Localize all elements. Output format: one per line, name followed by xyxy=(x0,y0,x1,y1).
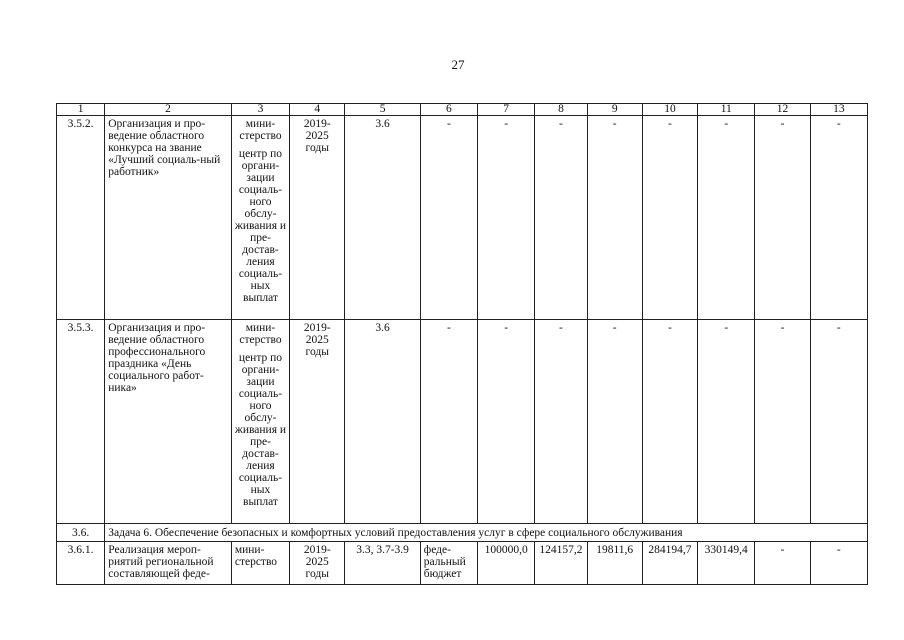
value-cell: - xyxy=(755,320,810,524)
value-cell: - xyxy=(642,320,697,524)
header-cell: 9 xyxy=(587,104,642,116)
row-number: 3.5.3. xyxy=(57,320,105,524)
header-cell: 1 xyxy=(57,104,105,116)
header-cell: 2 xyxy=(105,104,232,116)
executor-center: центр по органи-зации социаль-ного обслу-живания и пре-достав-ления социаль-ных выплат xyxy=(234,148,287,304)
header-cell: 6 xyxy=(420,104,477,116)
task-number: 3.6. xyxy=(57,524,105,542)
value-cell: 330149,4 xyxy=(698,542,755,585)
period: 2019-2025 годы xyxy=(290,320,345,524)
value-cell: 100000,0 xyxy=(478,542,535,585)
activity-name: Реализация мероп-риятий региональной составляющей феде- xyxy=(105,542,232,585)
value-cell: - xyxy=(810,542,867,585)
value-cell: - xyxy=(587,116,642,320)
value-cell: - xyxy=(478,116,535,320)
value-cell: - xyxy=(587,320,642,524)
value-cell: - xyxy=(478,320,535,524)
value-cell: - xyxy=(810,320,867,524)
activity-name: Организация и про-ведение областного конкурса на звание «Лучший социаль-ный работник» xyxy=(105,116,232,320)
value-cell: - xyxy=(810,116,867,320)
period: 2019-2025 годы xyxy=(290,116,345,320)
header-cell: 4 xyxy=(290,104,345,116)
table-row xyxy=(57,116,868,320)
activity-name: Организация и про-ведение областного профессионального праздника «День социального работ-ника» xyxy=(105,320,232,524)
task-row xyxy=(57,524,868,542)
row-number: 3.6.1. xyxy=(57,542,105,585)
period: 2019-2025 годы xyxy=(290,542,345,585)
funding-source: - xyxy=(420,320,477,524)
task-title: Задача 6. Обеспечение безопасных и комфортных условий предоставления услуг в сфере социального обслуживания xyxy=(105,524,868,542)
value-cell: 124157,2 xyxy=(535,542,587,585)
indicators: 3.3, 3.7-3.9 xyxy=(345,542,420,585)
value-cell: - xyxy=(698,320,755,524)
table-row xyxy=(57,320,868,524)
executor-cell xyxy=(231,320,289,524)
value-cell: - xyxy=(755,116,810,320)
program-table xyxy=(56,103,868,585)
funding-source: феде-ральный бюджет xyxy=(420,542,477,585)
table-row xyxy=(57,542,868,585)
executor-cell xyxy=(231,116,289,320)
header-cell: 8 xyxy=(535,104,587,116)
value-cell: 284194,7 xyxy=(642,542,697,585)
header-cell: 10 xyxy=(642,104,697,116)
value-cell: - xyxy=(642,116,697,320)
executor-center: центр по органи-зации социаль-ного обслу-живания и пре-достав-ления социаль-ных выплат xyxy=(234,352,287,508)
executor-ministry: мини-стерство xyxy=(239,118,282,142)
header-cell: 5 xyxy=(345,104,420,116)
value-cell: - xyxy=(535,320,587,524)
header-cell: 7 xyxy=(478,104,535,116)
indicators: 3.6 xyxy=(345,116,420,320)
indicators: 3.6 xyxy=(345,320,420,524)
header-cell: 3 xyxy=(231,104,289,116)
value-cell: - xyxy=(535,116,587,320)
header-cell: 13 xyxy=(810,104,867,116)
executor-ministry: мини-стерство xyxy=(231,542,289,585)
funding-source: - xyxy=(420,116,477,320)
executor-ministry: мини-стерство xyxy=(239,322,282,346)
header-cell: 12 xyxy=(755,104,810,116)
value-cell: - xyxy=(755,542,810,585)
value-cell: - xyxy=(698,116,755,320)
page-number: 27 xyxy=(451,57,465,72)
header-row xyxy=(57,104,868,116)
row-number: 3.5.2. xyxy=(57,116,105,320)
value-cell: 19811,6 xyxy=(587,542,642,585)
header-cell: 11 xyxy=(698,104,755,116)
